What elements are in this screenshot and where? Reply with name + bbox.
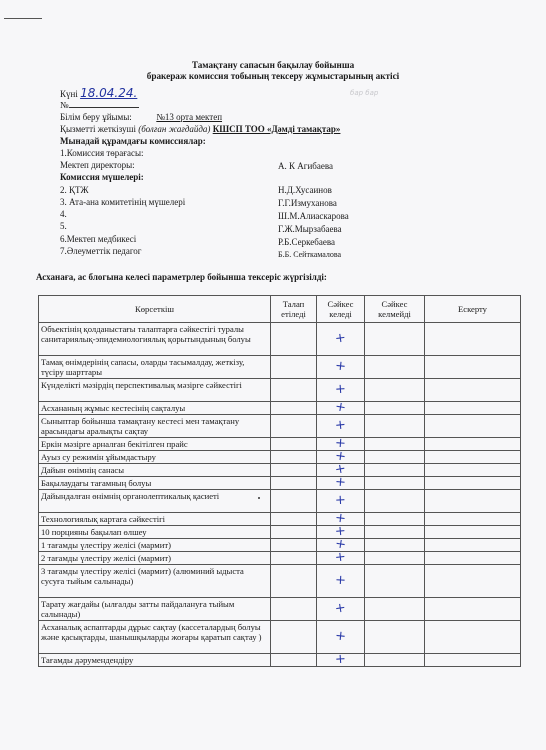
row-label: Күнделікті мәзірдің перспективалық мәзірге сәйкестігі <box>39 379 271 402</box>
row-label: Дайындалған өнімнің органолептикалық қасиеті <box>39 490 271 513</box>
cell-note <box>425 526 521 539</box>
cell-required <box>271 415 317 438</box>
cell-note <box>425 490 521 513</box>
cell-compliant <box>317 490 365 513</box>
cell-noncompliant <box>365 552 425 565</box>
row-label: Асхананың жұмыс кестесінің сақталуы <box>39 402 271 415</box>
row-label: Еркін мәзірге арналған бекітілген прайс <box>39 438 271 451</box>
director-name: А. К Агибаева <box>278 161 333 171</box>
supplier-label: Қызметті жеткізуші <box>60 124 136 134</box>
supplier-value: КШСП ТОО «Дәмді тамақтар» <box>212 124 341 134</box>
table-row <box>39 402 521 415</box>
org-row <box>60 112 222 122</box>
cell-required <box>271 513 317 526</box>
document-title-line2: бракераж комиссия тобының тексеру жұмыстарының актісі <box>146 71 400 81</box>
commission-heading: Мынадай құрамдағы комиссиялар: <box>60 136 206 146</box>
director-label: Мектеп директоры: <box>60 160 135 170</box>
cell-note <box>425 539 521 552</box>
handwritten-check-mark: + <box>334 628 347 645</box>
cell-required <box>271 539 317 552</box>
cell-required <box>271 438 317 451</box>
cell-note <box>425 438 521 451</box>
date-row <box>60 86 137 100</box>
cell-noncompliant <box>365 526 425 539</box>
org-label: Білім беру ұйымы: <box>60 112 132 122</box>
cell-note <box>425 415 521 438</box>
table-row <box>39 356 521 379</box>
row-label: 10 порцияны бақылап өлшеу <box>39 526 271 539</box>
cell-noncompliant <box>365 598 425 621</box>
handwritten-check-mark: + <box>334 417 347 434</box>
cell-note <box>425 513 521 526</box>
handwritten-check-mark: + <box>334 536 348 553</box>
cell-compliant <box>317 598 365 621</box>
handwritten-check-mark: + <box>333 600 347 617</box>
handwritten-check-mark: + <box>333 330 347 347</box>
cell-required <box>271 621 317 654</box>
cell-note <box>425 621 521 654</box>
table-header-row <box>39 296 521 323</box>
cell-noncompliant <box>365 621 425 654</box>
row-label: Тағамды дәрумендендіру <box>39 654 271 667</box>
cell-required <box>271 552 317 565</box>
inspection-table <box>38 295 521 667</box>
handwritten-check-mark: + <box>334 474 347 491</box>
cell-required <box>271 565 317 598</box>
member-label: 4. <box>60 209 67 219</box>
cell-noncompliant <box>365 356 425 379</box>
cell-required <box>271 323 317 356</box>
row-label: Тамақ өнімдерінің сапасы, оларды тасымалдау, жеткізу, түсіру шарттары <box>39 356 271 379</box>
member-label: 5. <box>60 221 67 231</box>
cell-required <box>271 598 317 621</box>
table-row <box>39 490 521 513</box>
cell-note <box>425 477 521 490</box>
cell-note <box>425 552 521 565</box>
table-row <box>39 477 521 490</box>
row-label: Объектінің қолданыстағы талаптарға сәйкестігі туралы санитариялық-эпидемиологиялық қорытындының болуы <box>39 323 271 356</box>
member-name: Ш.М.Алиаскарова <box>278 211 349 221</box>
handwritten-check-mark: + <box>334 651 347 668</box>
handwritten-check-mark: + <box>334 381 347 398</box>
member-name: Б.Б. Сейткамалова <box>278 250 342 259</box>
cell-compliant <box>317 474 365 491</box>
document-title-line1: Тамақтану сапасын бақылау бойынша <box>191 60 355 70</box>
table-row <box>39 654 521 667</box>
cell-noncompliant <box>365 402 425 415</box>
row-label: 1 тағамды үлестіру желісі (мармит) <box>39 539 271 552</box>
handwritten-check-mark: + <box>334 448 348 465</box>
table-row <box>39 379 521 402</box>
cell-compliant <box>317 399 365 416</box>
supplier-row <box>60 124 340 134</box>
cell-noncompliant <box>365 438 425 451</box>
table-row <box>39 415 521 438</box>
cell-note <box>425 451 521 464</box>
cell-required <box>271 490 317 513</box>
table-row <box>39 513 521 526</box>
cell-compliant <box>317 651 365 668</box>
row-label: Бақылаудағы тағамның болуы <box>39 477 271 490</box>
number-row <box>60 100 139 110</box>
handwritten-check-mark: + <box>334 549 347 566</box>
faint-handwriting: бар бар <box>350 89 379 97</box>
cell-note <box>425 598 521 621</box>
handwritten-check-mark: + <box>334 510 347 527</box>
table-row <box>39 552 521 565</box>
table-row <box>39 598 521 621</box>
cell-noncompliant <box>365 490 425 513</box>
handwritten-check-mark: + <box>333 399 348 416</box>
cell-required <box>271 464 317 477</box>
cell-noncompliant <box>365 451 425 464</box>
cell-noncompliant <box>365 323 425 356</box>
row-label: Сыныптар бойынша тамақтану кестесі мен тамақтану арасындағы аралықты сақтау <box>39 415 271 438</box>
cell-noncompliant <box>365 379 425 402</box>
row-label: 3 тағамды үлестіру желісі (мармит) (алюминий ыдыста сусуға тыйым салынады) <box>39 565 271 598</box>
section-title: Асханаға, ас блогына келесі параметрлер бойынша тексеріс жүргізілді: <box>36 272 327 282</box>
cell-noncompliant <box>365 477 425 490</box>
cell-noncompliant <box>365 565 425 598</box>
cell-compliant <box>317 549 365 566</box>
cell-compliant <box>317 621 365 654</box>
cell-noncompliant <box>365 415 425 438</box>
table-row <box>39 438 521 451</box>
handwritten-check-mark: + <box>334 435 347 452</box>
member-label: 2. ҚТЖ <box>60 185 89 195</box>
member-name: Г.Г.Измуханова <box>278 198 337 208</box>
handwritten-check-mark: + <box>334 523 347 540</box>
cell-noncompliant <box>365 464 425 477</box>
org-value: №13 орта мектеп <box>156 112 223 122</box>
cell-required <box>271 402 317 415</box>
cell-required <box>271 356 317 379</box>
handwritten-check-mark: + <box>334 572 347 589</box>
cell-note <box>425 379 521 402</box>
corner-mark <box>4 18 42 19</box>
cell-required <box>271 526 317 539</box>
table-row <box>39 451 521 464</box>
member-label: 6.Мектеп медбикесі <box>60 234 137 244</box>
cell-note <box>425 323 521 356</box>
member-name: Г.Ж.Мырзабаева <box>278 224 342 234</box>
cell-note <box>425 356 521 379</box>
cell-noncompliant <box>365 539 425 552</box>
cell-compliant <box>317 323 365 356</box>
column-header: Талап етіледі <box>271 296 317 323</box>
cell-compliant <box>317 415 365 438</box>
table-row <box>39 526 521 539</box>
row-label: 2 тағамды үлестіру желісі (мармит) <box>39 552 271 565</box>
member-name: Н.Д.Хусаинов <box>278 185 332 195</box>
table-row <box>39 621 521 654</box>
table-row <box>39 464 521 477</box>
chair-label: 1.Комиссия төрағасы: <box>60 148 144 158</box>
ink-dot <box>258 497 260 499</box>
cell-noncompliant <box>365 513 425 526</box>
row-label: Ауыз су режимін ұйымдастыру <box>39 451 271 464</box>
member-label: 7.Әлеуметтік педагог <box>60 246 142 256</box>
table-row <box>39 565 521 598</box>
cell-compliant <box>317 565 365 598</box>
handwritten-check-mark: + <box>334 492 347 509</box>
table-row <box>39 323 521 356</box>
cell-required <box>271 379 317 402</box>
row-label: Асханалық аспаптарды дұрыс сақтау (кассеталардың болуы және қасықтарды, шанышқыларды жоғары қаратып сақтау ) <box>39 621 271 654</box>
cell-note <box>425 565 521 598</box>
cell-note <box>425 402 521 415</box>
cell-noncompliant <box>365 654 425 667</box>
number-label: № <box>60 100 69 110</box>
members-heading: Комиссия мүшелері: <box>60 172 144 182</box>
date-label: Күні <box>60 89 78 99</box>
column-header: Көрсеткіш <box>39 296 271 323</box>
table-row <box>39 539 521 552</box>
column-header: Сәйкес келеді <box>317 296 365 323</box>
row-label: Тарату жағдайы (ылғалды затты пайдалануға тыйым салынады) <box>39 598 271 621</box>
column-header: Ескерту <box>425 296 521 323</box>
row-label: Технологиялық картаға сәйкестігі <box>39 513 271 526</box>
cell-required <box>271 654 317 667</box>
column-header: Сәйкес келмейді <box>365 296 425 323</box>
handwritten-check-mark: + <box>333 461 348 478</box>
member-name: Р.Б.Серкебаева <box>278 237 335 247</box>
cell-compliant <box>317 356 365 379</box>
cell-required <box>271 477 317 490</box>
row-label: Дайын өнімнің санасы <box>39 464 271 477</box>
date-handwritten-value: 18.04.24. <box>80 86 138 100</box>
cell-note <box>425 464 521 477</box>
cell-note <box>425 654 521 667</box>
cell-compliant <box>317 379 365 402</box>
handwritten-check-mark: + <box>334 358 347 375</box>
supplier-note: (болған жағдайда) <box>138 124 211 134</box>
member-label: 3. Ата-ана комитетінің мүшелері <box>60 197 186 207</box>
cell-required <box>271 451 317 464</box>
